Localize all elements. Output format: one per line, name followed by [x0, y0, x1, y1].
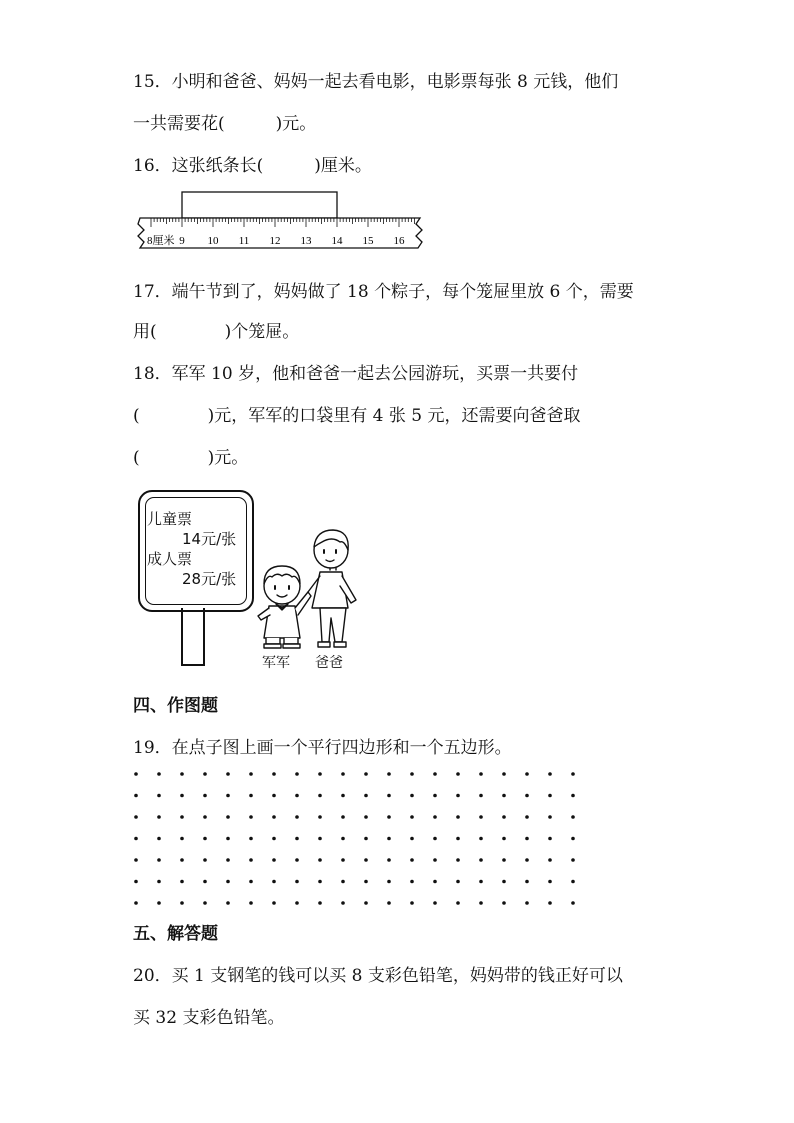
sign-post: [181, 608, 205, 666]
grid-dot[interactable]: [341, 772, 345, 776]
grid-dot[interactable]: [571, 794, 575, 798]
grid-dot[interactable]: [479, 837, 483, 841]
grid-dot[interactable]: [134, 794, 138, 798]
grid-dot[interactable]: [525, 772, 529, 776]
grid-dot[interactable]: [571, 837, 575, 841]
ruler-tick-label: 16: [393, 235, 405, 247]
grid-dot[interactable]: [295, 837, 299, 841]
grid-dot[interactable]: [456, 837, 460, 841]
grid-dot[interactable]: [249, 815, 253, 819]
grid-dot[interactable]: [456, 815, 460, 819]
grid-dot[interactable]: [272, 794, 276, 798]
grid-dot[interactable]: [134, 901, 138, 905]
grid-dot[interactable]: [502, 858, 506, 862]
grid-dot[interactable]: [548, 837, 552, 841]
ruler-figure: [130, 190, 430, 252]
grid-dot[interactable]: [203, 815, 207, 819]
grid-dot[interactable]: [180, 837, 184, 841]
characters-illustration: [252, 520, 372, 670]
grid-dot[interactable]: [226, 901, 230, 905]
grid-dot[interactable]: [341, 794, 345, 798]
grid-dot[interactable]: [226, 772, 230, 776]
grid-dot[interactable]: [249, 880, 253, 884]
grid-dot[interactable]: [433, 858, 437, 862]
grid-dot[interactable]: [525, 880, 529, 884]
grid-dot[interactable]: [433, 901, 437, 905]
grid-dot[interactable]: [364, 901, 368, 905]
grid-dot[interactable]: [525, 837, 529, 841]
paper-strip: [182, 192, 337, 218]
dot-grid: [128, 766, 578, 906]
grid-dot[interactable]: [433, 815, 437, 819]
grid-dot[interactable]: [433, 837, 437, 841]
grid-dot[interactable]: [548, 794, 552, 798]
ruler-tick-label: 15: [362, 235, 374, 247]
grid-dot[interactable]: [364, 837, 368, 841]
grid-dot[interactable]: [410, 880, 414, 884]
grid-dot[interactable]: [479, 794, 483, 798]
grid-dot[interactable]: [226, 815, 230, 819]
grid-dot[interactable]: [272, 815, 276, 819]
grid-dot[interactable]: [387, 901, 391, 905]
grid-dot[interactable]: [249, 837, 253, 841]
grid-dot[interactable]: [180, 815, 184, 819]
grid-dot[interactable]: [571, 815, 575, 819]
grid-dot[interactable]: [295, 901, 299, 905]
grid-dot[interactable]: [479, 815, 483, 819]
grid-dot[interactable]: [157, 880, 161, 884]
section5-title: 五、解答题: [133, 924, 218, 944]
q20-line1: 20．买 1 支钢笔的钱可以买 8 支彩色铅笔，妈妈带的钱正好可以: [133, 966, 623, 986]
grid-dot[interactable]: [134, 837, 138, 841]
grid-dot[interactable]: [272, 858, 276, 862]
grid-dot[interactable]: [318, 815, 322, 819]
grid-dot[interactable]: [203, 794, 207, 798]
ruler-tick-label: 14: [331, 235, 343, 247]
grid-dot[interactable]: [341, 815, 345, 819]
grid-dot[interactable]: [387, 858, 391, 862]
ruler-tick-label: 9: [179, 235, 185, 247]
grid-dot[interactable]: [318, 880, 322, 884]
grid-dot[interactable]: [295, 794, 299, 798]
grid-dot[interactable]: [295, 880, 299, 884]
q18-line3: ( )元。: [133, 448, 249, 468]
grid-dot[interactable]: [203, 837, 207, 841]
grid-dot[interactable]: [502, 901, 506, 905]
grid-dot[interactable]: [433, 794, 437, 798]
grid-dot[interactable]: [318, 794, 322, 798]
grid-dot[interactable]: [364, 794, 368, 798]
grid-dot[interactable]: [226, 837, 230, 841]
grid-dot[interactable]: [157, 794, 161, 798]
grid-dot[interactable]: [180, 858, 184, 862]
grid-dot[interactable]: [525, 815, 529, 819]
section4-title: 四、作图题: [133, 696, 218, 716]
grid-dot[interactable]: [525, 794, 529, 798]
q17-line1: 17．端午节到了，妈妈做了 18 个粽子，每个笼屉里放 6 个，需要: [133, 282, 634, 302]
grid-dot[interactable]: [295, 858, 299, 862]
grid-dot[interactable]: [433, 772, 437, 776]
ruler-tick-label: 12: [269, 235, 281, 247]
child-label: 军军: [262, 655, 290, 671]
grid-dot[interactable]: [157, 837, 161, 841]
grid-dot[interactable]: [571, 901, 575, 905]
grid-dot[interactable]: [180, 880, 184, 884]
grid-dot[interactable]: [180, 772, 184, 776]
grid-dot[interactable]: [364, 772, 368, 776]
grid-dot[interactable]: [157, 901, 161, 905]
child-figure: [258, 566, 311, 648]
grid-dot[interactable]: [272, 880, 276, 884]
grid-dot[interactable]: [226, 880, 230, 884]
grid-dot[interactable]: [203, 901, 207, 905]
grid-dot[interactable]: [341, 901, 345, 905]
grid-dot[interactable]: [157, 858, 161, 862]
grid-dot[interactable]: [479, 901, 483, 905]
grid-dot[interactable]: [249, 858, 253, 862]
grid-dot[interactable]: [387, 794, 391, 798]
grid-dot[interactable]: [295, 772, 299, 776]
grid-dot[interactable]: [502, 880, 506, 884]
grid-dot[interactable]: [502, 837, 506, 841]
grid-dot[interactable]: [548, 901, 552, 905]
grid-dot[interactable]: [249, 772, 253, 776]
grid-dot[interactable]: [433, 880, 437, 884]
grid-dot[interactable]: [548, 880, 552, 884]
grid-dot[interactable]: [134, 815, 138, 819]
grid-dot[interactable]: [548, 858, 552, 862]
grid-dot[interactable]: [341, 880, 345, 884]
grid-dot[interactable]: [456, 880, 460, 884]
grid-dot[interactable]: [571, 858, 575, 862]
grid-dot[interactable]: [249, 794, 253, 798]
grid-dot[interactable]: [203, 858, 207, 862]
q15-line2: 一共需要花( )元。: [133, 114, 317, 134]
adult-ticket-price: 28元/张: [182, 570, 237, 588]
grid-dot[interactable]: [456, 901, 460, 905]
grid-dot[interactable]: [502, 815, 506, 819]
child-ticket-price: 14元/张: [182, 530, 237, 548]
grid-dot[interactable]: [456, 858, 460, 862]
grid-dot[interactable]: [157, 815, 161, 819]
grid-dot[interactable]: [272, 901, 276, 905]
grid-dot[interactable]: [157, 772, 161, 776]
ruler-tick-label: 11: [238, 235, 250, 247]
grid-dot[interactable]: [387, 772, 391, 776]
grid-dot[interactable]: [387, 837, 391, 841]
grid-dot[interactable]: [134, 880, 138, 884]
grid-dot[interactable]: [226, 794, 230, 798]
grid-dot[interactable]: [364, 880, 368, 884]
grid-dot[interactable]: [548, 815, 552, 819]
grid-dot[interactable]: [410, 794, 414, 798]
grid-dot[interactable]: [318, 858, 322, 862]
grid-dot[interactable]: [410, 815, 414, 819]
ruler-tick-label: 10: [207, 235, 219, 247]
ruler-unit-label: 8厘米: [147, 235, 175, 247]
grid-dot[interactable]: [180, 901, 184, 905]
grid-dot[interactable]: [479, 880, 483, 884]
grid-dot[interactable]: [410, 837, 414, 841]
grid-dot[interactable]: [571, 772, 575, 776]
q17-line2: 用( )个笼屉。: [133, 322, 300, 342]
grid-dot[interactable]: [249, 901, 253, 905]
grid-dot[interactable]: [203, 772, 207, 776]
grid-dot[interactable]: [180, 794, 184, 798]
grid-dot[interactable]: [341, 858, 345, 862]
grid-dot[interactable]: [502, 772, 506, 776]
q19-line1: 19．在点子图上画一个平行四边形和一个五边形。: [133, 738, 512, 758]
q18-line2: ( )元，军军的口袋里有 4 张 5 元，还需要向爸爸取: [133, 406, 581, 426]
grid-dot[interactable]: [364, 815, 368, 819]
grid-dot[interactable]: [341, 837, 345, 841]
grid-dot[interactable]: [410, 901, 414, 905]
grid-dot[interactable]: [456, 794, 460, 798]
grid-dot[interactable]: [410, 772, 414, 776]
grid-dot[interactable]: [548, 772, 552, 776]
grid-dot[interactable]: [134, 858, 138, 862]
grid-dot[interactable]: [364, 858, 368, 862]
ruler-tick-label: 13: [300, 235, 312, 247]
grid-dot[interactable]: [525, 901, 529, 905]
grid-dot[interactable]: [410, 858, 414, 862]
grid-dot[interactable]: [456, 772, 460, 776]
child-ticket-title: 儿童票: [147, 510, 193, 528]
q20-line2: 买 32 支彩色铅笔。: [133, 1008, 285, 1028]
grid-dot[interactable]: [318, 901, 322, 905]
q15-line1: 15．小明和爸爸、妈妈一起去看电影，电影票每张 8 元钱，他们: [133, 72, 619, 92]
grid-dot[interactable]: [318, 772, 322, 776]
grid-dot[interactable]: [479, 858, 483, 862]
q16-line1: 16．这张纸条长( )厘米。: [133, 156, 372, 176]
grid-dot[interactable]: [525, 858, 529, 862]
grid-dot[interactable]: [479, 772, 483, 776]
dad-figure: [308, 530, 356, 647]
grid-dot[interactable]: [226, 858, 230, 862]
grid-dot[interactable]: [295, 815, 299, 819]
grid-dot[interactable]: [134, 772, 138, 776]
grid-dot[interactable]: [387, 815, 391, 819]
dad-label: 爸爸: [315, 655, 343, 671]
q18-line1: 18．军军 10 岁，他和爸爸一起去公园游玩，买票一共要付: [133, 364, 579, 384]
grid-dot[interactable]: [318, 837, 322, 841]
grid-dot[interactable]: [203, 880, 207, 884]
adult-ticket-title: 成人票: [147, 550, 193, 568]
grid-dot[interactable]: [387, 880, 391, 884]
grid-dot[interactable]: [272, 772, 276, 776]
grid-dot[interactable]: [502, 794, 506, 798]
grid-dot[interactable]: [571, 880, 575, 884]
grid-dot[interactable]: [272, 837, 276, 841]
